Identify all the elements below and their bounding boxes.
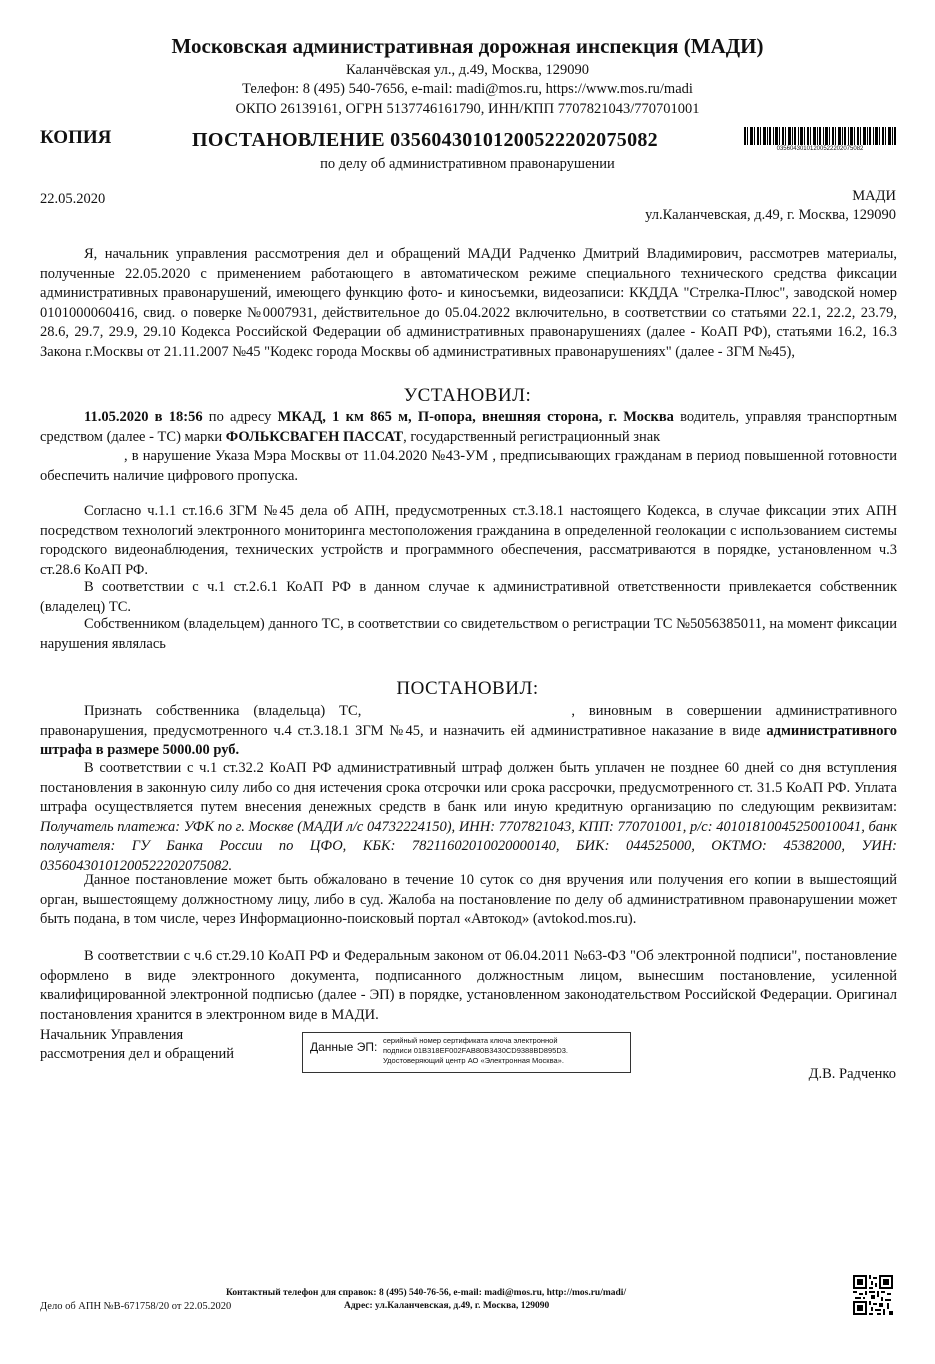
signer-name: Д.В. Радченко xyxy=(808,1066,896,1082)
payment-details: Получатель платежа: УФК по г. Москве (МАДИ л/с 04732224150), ИНН: 7707821043, КПП: 770701001, р/с: 40101810045250010041, банк получателя: ГУ Банка России по ЦФО, КБК: 78211602010020000140, БИК: 044525000, ОКТМО: 45382000, УИН: 03560430101200522202075082. xyxy=(40,818,897,874)
document-title: ПОСТАНОВЛЕНИЕ 03560430101200522202075082 xyxy=(192,129,658,151)
footer-case-number: Дело об АПН №В-671758/20 от 22.05.2020 xyxy=(40,1301,232,1312)
qr-code-icon xyxy=(853,1275,893,1315)
document-subtitle: по делу об административном правонарушении xyxy=(320,156,615,172)
footer-address: Адрес: ул.Каланчевская, д.49, г. Москва, 129090 xyxy=(344,1301,550,1311)
signer-position xyxy=(40,1026,234,1064)
e-signature-box xyxy=(302,1032,631,1073)
payment-text: В соответствии с ч.1 ст.32.2 КоАП РФ административный штраф должен быть уплачен не позднее 60 дней со дня вступления постановления в законную силу либо со дня истечения срока отсрочки или срока рассрочки, предусмотренного ст. 31.5 КоАП РФ. Уплата штрафа осуществляется путем внесения денежных средств в банк или иную кредитную организацию по следующим реквизитам: xyxy=(40,760,897,815)
established-paragraph xyxy=(40,408,897,447)
organization-codes: ОКПО 26139161, ОГРН 5137746161790, ИНН/КПП 7707821043/770701001 xyxy=(235,101,700,117)
footer-contacts: Контактный телефон для справок: 8 (495) 540-76-56, e-mail: madi@mos.ru, http://mos.ru/madi/ xyxy=(226,1288,627,1298)
barcode-number: 03560430101200522202075082 xyxy=(776,146,864,152)
organization-name: Московская административная дорожная инспекция (МАДИ) xyxy=(171,34,764,58)
paragraph-article-16-6: Согласно ч.1.1 ст.16.6 ЗГМ №45 дела об АПН, предусмотренных ст.3.18.1 настоящего Кодекса, в случае фиксации этих АПН посредством технологий электронного мониторинга местоположения гражданина в определенной геолокации с использованием системы городского видеонаблюдения, технических устройств и программного обеспечения, рассматриваются в порядке, установленном ч.3 ст.28.6 КоАП РФ. xyxy=(40,503,897,578)
intro-paragraph: Я, начальник управления рассмотрения дел и обращений МАДИ Радченко Дмитрий Владимирович, рассмотрев материалы, полученные 22.05.2020 с применением работающего в автоматическом режиме специального технического средства фиксации административных правонарушений, имеющего функцию фото- и киносъемки, видеозаписи: ККДДА "Стрелка-Плюс", заводской номер 0101000060416, свид. о поверке №0007931, действительное до 05.04.2022 включительно, в соответствии со статьями 22.1, 22.2, 23.79, 28.6, 29.7, 29.9, 29.10 Кодекса Российской Федерации об административных правонарушениях (далее - КоАП РФ), статьями 16.2, 16.3 Закона г.Москвы от 21.11.2007 №45 "Кодекс города Москвы об административных правонарушениях" (далее - ЗГМ №45), xyxy=(40,246,897,360)
copy-label: КОПИЯ xyxy=(40,127,112,148)
barcode xyxy=(744,127,896,145)
signer-position-line-2: рассмотрения дел и обращений xyxy=(40,1046,235,1062)
established-text-1: по адресу xyxy=(202,409,278,425)
resolution-text-start: Признать собственника (владельца) ТС, xyxy=(84,703,362,719)
resolution-text-mid: , виновным в совершении административного правонарушения, предусмотренного ч.4 ст.3.18.1 ЗГМ №45, и назначить ей административное наказание в виде xyxy=(40,703,897,739)
e-signature-line-3: Удостоверяющий центр АО «Электронная Москва». xyxy=(383,1056,564,1065)
violation-place: МКАД, 1 км 865 м, П-опора, внешняя сторона, г. Москва xyxy=(277,409,674,425)
paragraph-responsibility: В соответствии с ч.1 ст.2.6.1 КоАП РФ в данном случае к административной ответственности привлекается собственник (владелец) ТС. xyxy=(40,579,897,615)
organization-address: Каланчёвская ул., д.49, Москва, 129090 xyxy=(346,62,589,78)
e-signature-paragraph: В соответствии с ч.6 ст.29.10 КоАП РФ и Федеральным законом от 06.04.2011 №63-ФЗ "Об электронной подписи", постановление оформлено в виде электронного документа, подписанного должностным лицом, вынесшим постановление, усиленной квалифицированной электронной подписью (далее - ЭП) в порядке, установленном законодательством Российской Федерации. Оригинал постановления хранится в электронном виде в МАДИ. xyxy=(40,948,897,1023)
issuer-block xyxy=(645,187,896,225)
established-text-2: водитель, управляя транспортным средством (далее - ТС) марки xyxy=(40,409,897,445)
established-continuation: , в нарушение Указа Мэра Москвы от 11.04.2020 №43-УМ , предписывающих гражданам в период повышенной готовности обеспечить наличие цифрового пропуска. xyxy=(40,448,897,484)
fine-amount: административного штрафа в размере 5000.00 руб. xyxy=(40,722,897,758)
document-date: 22.05.2020 xyxy=(40,191,106,207)
paragraph-owner: Собственником (владельцем) данного ТС, в соответствии со свидетельством о регистрации ТС №5056385011, на момент фиксации нарушения являлась xyxy=(40,616,897,652)
issuer-name: МАДИ xyxy=(852,188,896,204)
established-text-3: , государственный регистрационный знак xyxy=(403,428,661,445)
established-heading: УСТАНОВИЛ: xyxy=(403,385,532,406)
violation-time: 11.05.2020 в 18:56 xyxy=(84,409,203,425)
payment-paragraph xyxy=(40,759,897,876)
e-signature-line-1: серийный номер сертификата ключа электронной xyxy=(383,1036,558,1045)
signer-position-line-1: Начальник Управления xyxy=(40,1027,184,1043)
resolved-heading: ПОСТАНОВИЛ: xyxy=(396,678,539,699)
e-signature-info xyxy=(383,1036,628,1066)
e-signature-label: Данные ЭП: xyxy=(310,1040,378,1054)
appeal-paragraph: Данное постановление может быть обжаловано в течение 10 суток со дня вручения или получения его копии в вышестоящий орган, вышестоящему должностному лицу, либо в суд. Жалоба на постановление по делу об административном правонарушении может быть подана, в том числе, через Информационно-поисковый портал «Автокод» (avtokod.mos.ru). xyxy=(40,872,897,927)
resolution-paragraph xyxy=(40,702,897,761)
e-signature-line-2: подписи 01B318EF002FAB80B3430CD9388BD895D3. xyxy=(383,1046,568,1055)
organization-contacts: Телефон: 8 (495) 540-7656, e-mail: madi@mos.ru, https://www.mos.ru/madi xyxy=(242,81,693,97)
vehicle-make: ФОЛЬКСВАГЕН ПАССАТ xyxy=(225,428,404,445)
issuer-address: ул.Каланчевская, д.49, г. Москва, 129090 xyxy=(645,207,896,223)
